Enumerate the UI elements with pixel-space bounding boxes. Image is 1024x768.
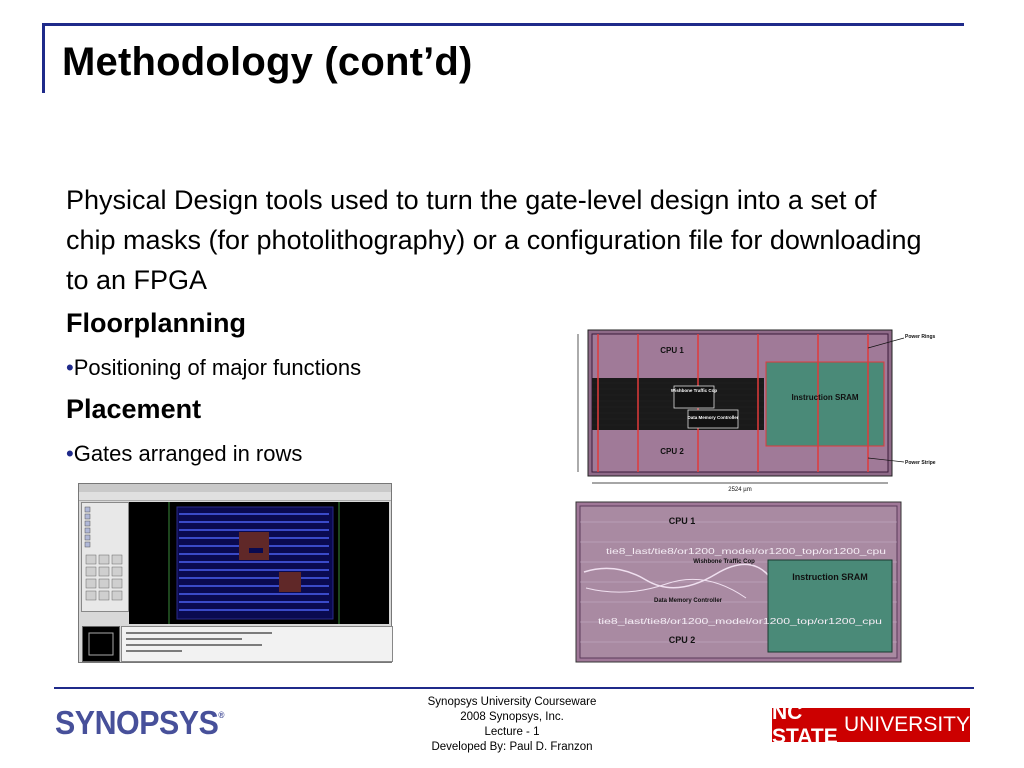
chip-layout-image bbox=[576, 502, 901, 662]
fp-sram-label: Instruction SRAM bbox=[791, 393, 859, 402]
fp-wishbone-label: Wishbone Traffic Cop bbox=[670, 388, 718, 393]
tool-menubar bbox=[79, 492, 391, 501]
ncsu-logo-bold: NC STATE bbox=[772, 701, 838, 748]
ncsu-logo bbox=[772, 701, 970, 748]
footer-line-copyright: 2008 Synopsys, Inc. bbox=[460, 711, 564, 723]
title-left-rule bbox=[42, 23, 45, 93]
tool-palette bbox=[81, 502, 129, 612]
tool-palette-icons bbox=[82, 503, 128, 611]
footer-line-lecture: Lecture - 1 bbox=[484, 726, 540, 738]
bullet-dot: • bbox=[66, 355, 74, 380]
lp-sram-label: Instruction SRAM bbox=[792, 572, 868, 582]
tool-minimap bbox=[82, 626, 120, 662]
chip-layout-graphic bbox=[576, 502, 901, 662]
minimap-graphic bbox=[83, 627, 119, 661]
footer-line-author: Developed By: Paul D. Franzon bbox=[431, 741, 593, 753]
placement-rows-graphic bbox=[129, 502, 389, 624]
floorplan-diagram bbox=[568, 326, 936, 493]
bullet-dot: • bbox=[66, 441, 74, 466]
intro-paragraph: Physical Design tools used to turn the gate-level design into a set of chip masks (for photolithography) or a configuration file for downloading to an FPGA bbox=[66, 185, 922, 295]
floorplan-graphic bbox=[568, 326, 936, 493]
footer-credits bbox=[404, 695, 620, 755]
tool-canvas bbox=[129, 502, 389, 624]
fp-cpu1-label: CPU 1 bbox=[660, 346, 684, 355]
ncsu-logo-rest: UNIVERSITY bbox=[843, 713, 970, 736]
placement-tool-screenshot bbox=[78, 483, 392, 663]
title-top-rule bbox=[42, 23, 964, 26]
bullet-floorplanning bbox=[66, 355, 361, 381]
bullet-text: Gates arranged in rows bbox=[73, 441, 303, 466]
console-lines bbox=[122, 627, 392, 661]
lp-path-top: tie8_last/tie8/or1200_model/or1200_top/or1200_cpu bbox=[606, 547, 886, 556]
registered-mark: ® bbox=[218, 710, 225, 720]
footer-line-courseware: Synopsys University Courseware bbox=[427, 696, 597, 708]
heading-floorplanning: Floorplanning bbox=[66, 308, 246, 338]
fp-cpu2-label: CPU 2 bbox=[660, 447, 684, 456]
footer-rule bbox=[54, 687, 974, 689]
fp-width-label: 2524 µm bbox=[728, 487, 752, 493]
lp-path-bottom: tie8_last/tie8/or1200_model/or1200_top/or1200_cpu bbox=[598, 617, 882, 626]
lp-dmc-label: Data Memory Controller bbox=[653, 598, 723, 604]
slide-title: Methodology (cont’d) bbox=[62, 40, 473, 84]
bullet-text: Positioning of major functions bbox=[73, 355, 362, 380]
synopsys-logo-text: SYNOPSYS bbox=[55, 704, 219, 741]
fp-power-rings-label: Power Rings bbox=[905, 334, 936, 340]
bullet-placement bbox=[66, 441, 302, 467]
lp-cpu2-label: CPU 2 bbox=[668, 635, 696, 645]
tool-console bbox=[121, 626, 393, 662]
fp-power-stripe-label: Power Stripe bbox=[905, 460, 936, 466]
heading-placement: Placement bbox=[66, 394, 202, 424]
synopsys-logo bbox=[55, 704, 224, 742]
lp-cpu1-label: CPU 1 bbox=[668, 516, 696, 526]
lp-wishbone-label: Wishbone Traffic Cop bbox=[693, 559, 755, 565]
fp-dmc-label: Data Memory Controller bbox=[687, 415, 739, 420]
